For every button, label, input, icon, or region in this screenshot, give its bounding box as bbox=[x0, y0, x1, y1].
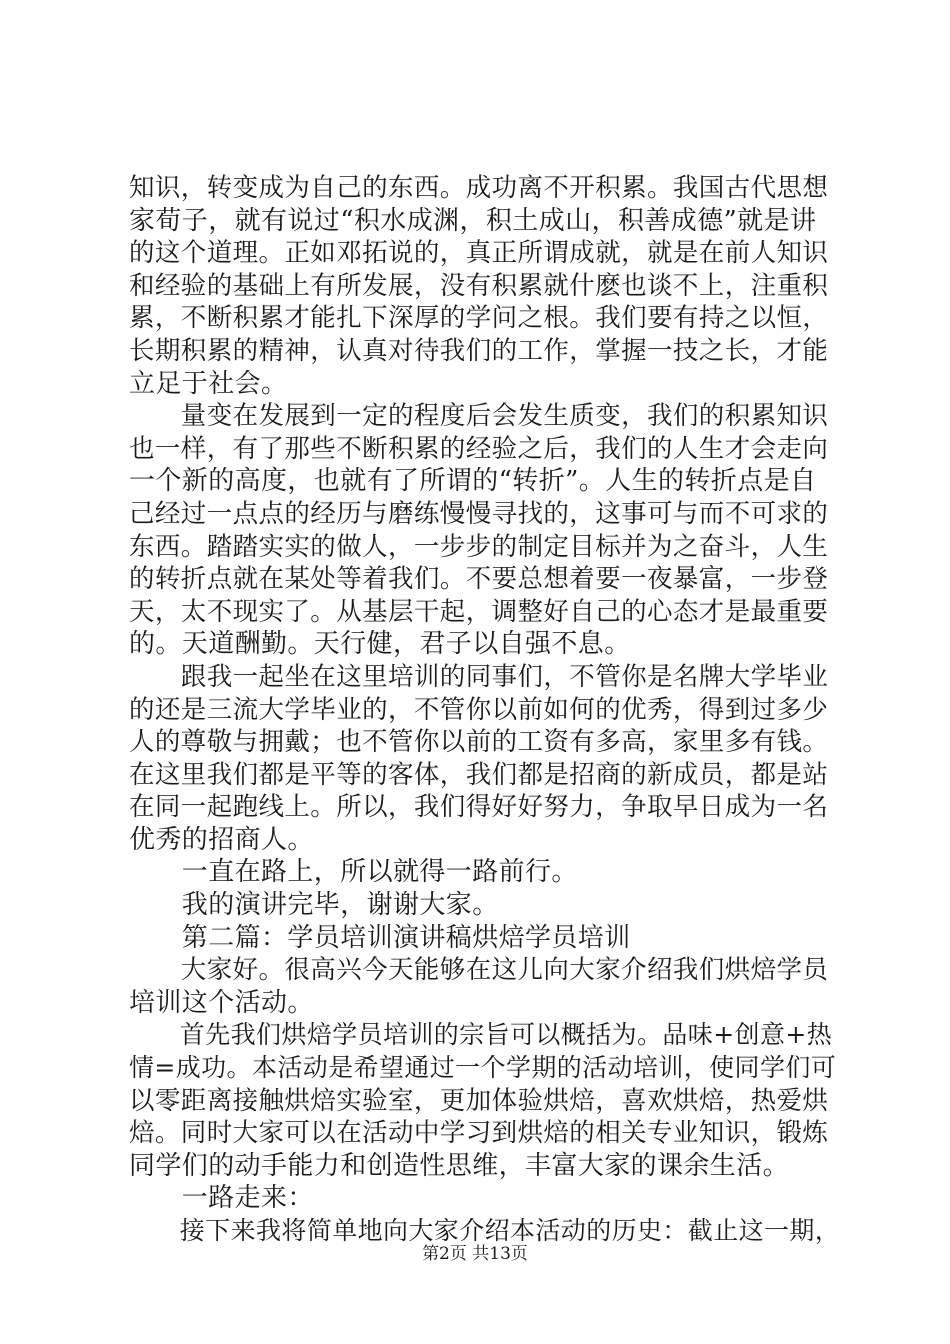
text-line: 的这个道理。正如邓拓说的，真正所谓成就，就是在前人知识 bbox=[129, 238, 829, 269]
text-line: 的。天道酬勤。天行健，君子以自强不息。 bbox=[129, 629, 631, 660]
text-line: 优秀的招商人。 bbox=[129, 824, 314, 855]
text-line: 跟我一起坐在这里培训的同事们，不管你是名牌大学毕业 bbox=[129, 661, 829, 692]
text-line: 人的尊敬与拥戴；也不管你以前的工资有多高，家里多有钱。 bbox=[129, 727, 829, 758]
text-line: 接下来我将简单地向大家介绍本活动的历史：截止这一期， bbox=[129, 1216, 841, 1245]
text-line: 一路走来： bbox=[129, 1183, 314, 1214]
text-line: 的转折点就在某处等着我们。不要总想着要一夜暴富，一步登 bbox=[129, 564, 829, 595]
text-line: 一个新的高度，也就有了所谓的“转折”。人生的转折点是自 bbox=[129, 466, 817, 497]
text-line: 一直在路上，所以就得一路前行。 bbox=[129, 857, 578, 888]
text-line: 在这里我们都是平等的客体，我们都是招商的新成员，都是站 bbox=[129, 759, 829, 790]
text-line: 立足于社会。 bbox=[129, 368, 288, 399]
text-line: 首先我们烘焙学员培训的宗旨可以概括为。品味+创意+热 bbox=[129, 1020, 833, 1050]
text-line: 知识，转变成为自己的东西。成功离不开积累。我国古代思想 bbox=[129, 173, 829, 203]
text-line: 己经过一点点的经历与磨练慢慢寻找的，这事可与而不可求的 bbox=[129, 498, 829, 529]
text-line: 情=成功。本活动是希望通过一个学期的活动培训，使同学们可 bbox=[129, 1053, 837, 1083]
text-line: 的还是三流大学毕业的，不管你以前如何的优秀，得到过多少 bbox=[129, 694, 829, 725]
text-line: 也一样，有了那些不断积累的经验之后，我们的人生才会走向 bbox=[129, 433, 829, 464]
page-number-footer: 第2页 共13页 bbox=[422, 1244, 528, 1264]
text-line: 在同一起跑线上。所以，我们得好好努力，争取早日成为一名 bbox=[129, 792, 829, 823]
text-line: 家荀子，就有说过“积水成渊，积土成山，积善成德”就是讲 bbox=[129, 205, 817, 236]
text-line: 以零距离接触烘焙实验室，更加体验烘焙，喜欢烘焙，热爱烘 bbox=[129, 1085, 829, 1116]
text-line: 量变在发展到一定的程度后会发生质变，我们的积累知识 bbox=[129, 401, 829, 432]
text-line: 同学们的动手能力和创造性思维，丰富大家的课余生活。 bbox=[129, 1150, 790, 1181]
text-line: 焙。同时大家可以在活动中学习到烘焙的相关专业知识，锻炼 bbox=[129, 1118, 829, 1149]
text-line: 东西。踏踏实实的做人，一步步的制定目标并为之奋斗，人生 bbox=[129, 531, 829, 562]
text-line: 长期积累的精神，认真对待我们的工作，掌握一技之长，才能 bbox=[129, 335, 829, 366]
document-body bbox=[129, 172, 841, 1248]
text-line: 大家好。很高兴今天能够在这儿向大家介绍我们烘焙学员 bbox=[129, 955, 829, 986]
text-line: 和经验的基础上有所发展，没有积累就什麽也谈不上，注重积 bbox=[129, 270, 829, 301]
section-heading: 第二篇：学员培训演讲稿烘焙学员培训 bbox=[129, 922, 631, 953]
text-line: 我的演讲完毕，谢谢大家。 bbox=[129, 890, 499, 921]
text-line: 培训这个活动。 bbox=[129, 987, 314, 1018]
text-line: 天，太不现实了。从基层干起，调整好自己的心态才是最重要 bbox=[129, 596, 829, 627]
text-line: 累，不断积累才能扎下深厚的学问之根。我们要有持之以恒， bbox=[129, 303, 829, 334]
